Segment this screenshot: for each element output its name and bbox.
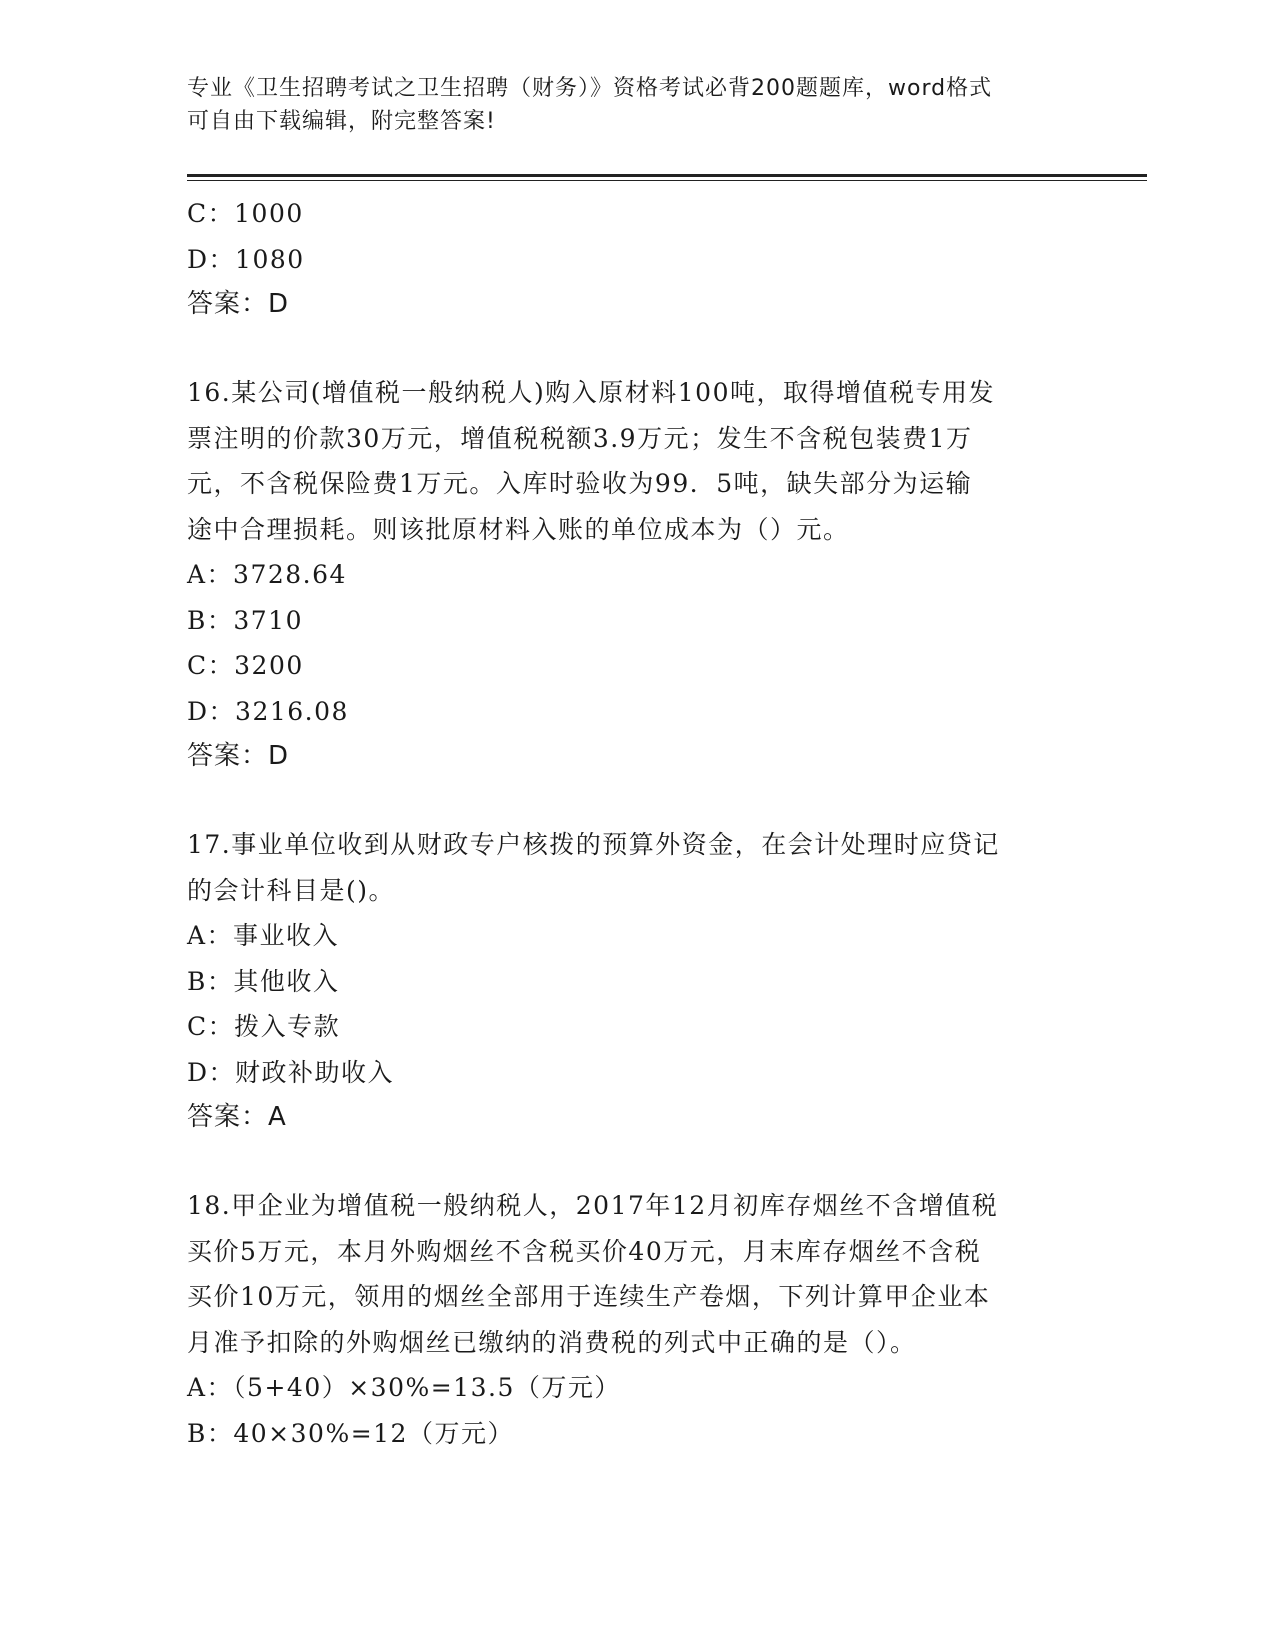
- question-stem-line: 18.甲企业为增值税一般纳税人，2017年12月初库存烟丝不含增值税: [187, 1191, 999, 1220]
- answer-line: 答案：A: [187, 1102, 287, 1132]
- question-stem-line: 途中合理损耗。则该批原材料入账的单位成本为（）元。: [187, 514, 850, 544]
- question-stem-line: 买价10万元，领用的烟丝全部用于连续生产卷烟，下列计算甲企业本: [187, 1282, 991, 1311]
- option-d: D：1080: [187, 244, 305, 274]
- option-b: B：40×30%=12（万元）: [187, 1418, 514, 1448]
- option-d: D：财政补助收入: [187, 1057, 395, 1087]
- document-body: [187, 191, 1087, 1456]
- option-b: B：其他收入: [187, 966, 340, 996]
- header-title-line-2: 可自由下载编辑，附完整答案!: [187, 109, 496, 134]
- option-a: A：（5+40）×30%=13.5（万元）: [187, 1373, 621, 1402]
- option-a: A：3728.64: [187, 560, 347, 589]
- question-stem-line: 月准予扣除的外购烟丝已缴纳的消费税的列式中正确的是（）。: [187, 1327, 917, 1357]
- option-c: C：拨入专款: [187, 1012, 341, 1041]
- option-d: D：3216.08: [187, 696, 349, 726]
- option-c: C：3200: [187, 651, 304, 680]
- question-stem-line: 16.某公司(增值税一般纳税人)购入原材料100吨，取得增值税专用发: [187, 378, 995, 407]
- question-18-block: [187, 1183, 1087, 1456]
- header-divider-thick: [187, 174, 1147, 177]
- option-c: C：1000: [187, 199, 304, 228]
- question-stem-line: 的会计科目是()。: [187, 875, 396, 905]
- question-16-block: [187, 370, 1087, 779]
- answer-line: 答案：D: [187, 741, 290, 771]
- header-divider-thin: [187, 180, 1147, 181]
- question-stem-line: 票注明的价款30万元，增值税税额3.9万元；发生不含税包装费1万: [187, 423, 973, 453]
- question-15-block: [187, 191, 1087, 327]
- question-stem-line: 元，不含税保险费1万元。入库时验收为99．5吨，缺失部分为运输: [187, 469, 973, 498]
- answer-line: 答案：D: [187, 289, 290, 319]
- option-a: A：事业收入: [187, 921, 340, 950]
- header-title-line-1: 专业《卫生招聘考试之卫生招聘（财务）》资格考试必背200题题库，word格式: [187, 76, 993, 101]
- question-stem-line: 买价5万元，本月外购烟丝不含税买价40万元，月末库存烟丝不含税: [187, 1236, 982, 1266]
- question-17-block: [187, 822, 1087, 1140]
- option-b: B：3710: [187, 605, 303, 635]
- document-header: [187, 72, 1087, 138]
- question-stem-line: 17.事业单位收到从财政专户核拨的预算外资金，在会计处理时应贷记: [187, 830, 1000, 859]
